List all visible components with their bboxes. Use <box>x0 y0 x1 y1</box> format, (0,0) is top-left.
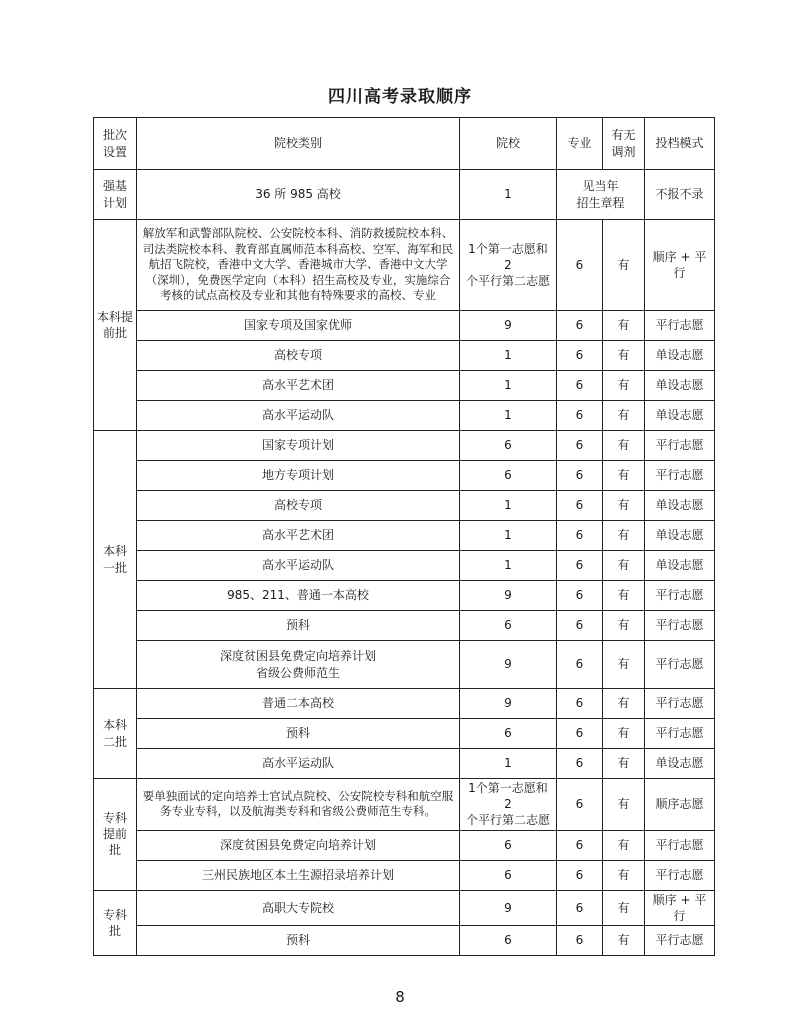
category-cell: 高水平艺术团 <box>137 521 460 551</box>
mode-cell: 平行志愿 <box>645 431 715 461</box>
adjust-cell: 有 <box>603 860 645 890</box>
mode-cell: 平行志愿 <box>645 641 715 689</box>
adjust-cell: 有 <box>603 749 645 779</box>
mode-cell: 单设志愿 <box>645 401 715 431</box>
table-row <box>94 719 715 749</box>
category-cell: 高水平运动队 <box>137 749 460 779</box>
table-row <box>94 341 715 371</box>
adjust-cell: 有 <box>603 401 645 431</box>
batch-cell: 本科 二批 <box>94 689 137 779</box>
schools-cell: 6 <box>460 719 557 749</box>
adjust-cell: 有 <box>603 521 645 551</box>
table-row <box>94 170 715 220</box>
adjust-cell: 有 <box>603 551 645 581</box>
schools-cell: 1 <box>460 521 557 551</box>
adjust-cell: 有 <box>603 491 645 521</box>
category-cell: 高水平运动队 <box>137 401 460 431</box>
adjust-cell: 有 <box>603 779 645 831</box>
schools-cell: 1 <box>460 341 557 371</box>
mode-cell: 平行志愿 <box>645 461 715 491</box>
adjust-cell: 有 <box>603 431 645 461</box>
table-row <box>94 641 715 689</box>
schools-cell: 6 <box>460 461 557 491</box>
category-cell: 普通二本高校 <box>137 689 460 719</box>
adjust-cell: 有 <box>603 719 645 749</box>
majors-cell: 6 <box>557 491 603 521</box>
table-row <box>94 689 715 719</box>
header-mode: 投档模式 <box>645 118 715 170</box>
adjust-cell: 有 <box>603 925 645 955</box>
header-adjust: 有无 调剂 <box>603 118 645 170</box>
majors-cell: 6 <box>557 641 603 689</box>
table-row <box>94 431 715 461</box>
schools-cell: 1个第一志愿和 2 个平行第二志愿 <box>460 220 557 311</box>
majors-cell: 6 <box>557 925 603 955</box>
table-row <box>94 611 715 641</box>
schools-cell: 9 <box>460 689 557 719</box>
category-cell: 高水平运动队 <box>137 551 460 581</box>
majors-cell: 6 <box>557 689 603 719</box>
majors-cell: 6 <box>557 401 603 431</box>
adjust-cell: 有 <box>603 689 645 719</box>
majors-cell: 6 <box>557 830 603 860</box>
majors-cell: 6 <box>557 611 603 641</box>
category-cell: 地方专项计划 <box>137 461 460 491</box>
schools-cell: 6 <box>460 431 557 461</box>
table-row <box>94 220 715 311</box>
admission-order-table <box>93 117 715 956</box>
mode-cell: 平行志愿 <box>645 925 715 955</box>
table-row <box>94 860 715 890</box>
adjust-cell: 有 <box>603 581 645 611</box>
category-cell: 预科 <box>137 925 460 955</box>
majors-cell: 6 <box>557 551 603 581</box>
table-row <box>94 749 715 779</box>
mode-cell: 平行志愿 <box>645 581 715 611</box>
schools-cell: 1 <box>460 170 557 220</box>
table-row <box>94 371 715 401</box>
majors-cell: 6 <box>557 581 603 611</box>
header-schools: 院校 <box>460 118 557 170</box>
schools-cell: 9 <box>460 641 557 689</box>
adjust-cell: 有 <box>603 461 645 491</box>
category-cell: 预科 <box>137 719 460 749</box>
header-majors: 专业 <box>557 118 603 170</box>
category-cell: 预科 <box>137 611 460 641</box>
mode-cell: 平行志愿 <box>645 611 715 641</box>
schools-cell: 1 <box>460 401 557 431</box>
majors-cell: 6 <box>557 719 603 749</box>
category-cell: 国家专项及国家优师 <box>137 311 460 341</box>
schools-cell: 6 <box>460 925 557 955</box>
majors-cell: 6 <box>557 521 603 551</box>
majors-cell: 6 <box>557 461 603 491</box>
mode-cell: 顺序志愿 <box>645 779 715 831</box>
schools-cell: 9 <box>460 311 557 341</box>
category-cell: 高职大专院校 <box>137 890 460 925</box>
majors-cell: 6 <box>557 341 603 371</box>
category-cell: 要单独面试的定向培养士官试点院校、公安院校专科和航空服务专业专科，以及航海类专科和省级公费师范生专科。 <box>137 779 460 831</box>
schools-cell: 1 <box>460 371 557 401</box>
mode-cell: 单设志愿 <box>645 521 715 551</box>
mode-cell: 顺序 + 平行 <box>645 220 715 311</box>
category-cell: 国家专项计划 <box>137 431 460 461</box>
mode-cell: 平行志愿 <box>645 311 715 341</box>
schools-cell: 1 <box>460 491 557 521</box>
page-number: 8 <box>395 988 405 1006</box>
majors-cell: 6 <box>557 779 603 831</box>
header-batch: 批次 设置 <box>94 118 137 170</box>
mode-cell: 单设志愿 <box>645 341 715 371</box>
batch-cell: 本科 一批 <box>94 431 137 689</box>
table-row <box>94 551 715 581</box>
table-row <box>94 311 715 341</box>
majors-cell: 6 <box>557 220 603 311</box>
schools-cell: 6 <box>460 860 557 890</box>
majors-adjust-cell: 见当年 招生章程 <box>557 170 645 220</box>
category-cell: 深度贫困县免费定向培养计划 <box>137 830 460 860</box>
category-cell: 高校专项 <box>137 341 460 371</box>
batch-cell: 专科 批 <box>94 890 137 955</box>
table-row <box>94 581 715 611</box>
category-cell: 36 所 985 高校 <box>137 170 460 220</box>
schools-cell: 6 <box>460 611 557 641</box>
mode-cell: 不报不录 <box>645 170 715 220</box>
majors-cell: 6 <box>557 890 603 925</box>
mode-cell: 平行志愿 <box>645 689 715 719</box>
page-title: 四川高考录取顺序 <box>328 87 472 107</box>
majors-cell: 6 <box>557 371 603 401</box>
mode-cell: 单设志愿 <box>645 551 715 581</box>
schools-cell: 9 <box>460 581 557 611</box>
category-cell: 解放军和武警部队院校、公安院校本科、消防救援院校本科、司法类院校本科、教育部直属师范本科高校、空军、海军和民航招飞院校，香港中文大学、香港城市大学、香港中文大学（深圳），免费医学定向（本科）招生高校及专业，实施综合考核的试点高校及专业和其他有特殊要求的高校、专业 <box>137 220 460 311</box>
table-row <box>94 461 715 491</box>
batch-cell: 专科 提前 批 <box>94 779 137 891</box>
adjust-cell: 有 <box>603 830 645 860</box>
batch-cell: 本科提 前批 <box>94 220 137 431</box>
mode-cell: 平行志愿 <box>645 860 715 890</box>
table-row <box>94 401 715 431</box>
adjust-cell: 有 <box>603 371 645 401</box>
adjust-cell: 有 <box>603 611 645 641</box>
mode-cell: 单设志愿 <box>645 749 715 779</box>
mode-cell: 顺序 + 平行 <box>645 890 715 925</box>
category-cell: 高水平艺术团 <box>137 371 460 401</box>
batch-cell: 强基 计划 <box>94 170 137 220</box>
table-row <box>94 779 715 831</box>
schools-cell: 1 <box>460 749 557 779</box>
schools-cell: 1 <box>460 551 557 581</box>
majors-cell: 6 <box>557 860 603 890</box>
category-cell: 三州民族地区本土生源招录培养计划 <box>137 860 460 890</box>
table-row <box>94 830 715 860</box>
adjust-cell: 有 <box>603 341 645 371</box>
header-category: 院校类别 <box>137 118 460 170</box>
majors-cell: 6 <box>557 431 603 461</box>
adjust-cell: 有 <box>603 311 645 341</box>
mode-cell: 单设志愿 <box>645 371 715 401</box>
table-row <box>94 521 715 551</box>
category-cell: 高校专项 <box>137 491 460 521</box>
mode-cell: 单设志愿 <box>645 491 715 521</box>
table-row <box>94 491 715 521</box>
table-row <box>94 890 715 925</box>
mode-cell: 平行志愿 <box>645 719 715 749</box>
adjust-cell: 有 <box>603 641 645 689</box>
adjust-cell: 有 <box>603 890 645 925</box>
adjust-cell: 有 <box>603 220 645 311</box>
category-cell: 深度贫困县免费定向培养计划 省级公费师范生 <box>137 641 460 689</box>
majors-cell: 6 <box>557 749 603 779</box>
schools-cell: 6 <box>460 830 557 860</box>
category-cell: 985、211、普通一本高校 <box>137 581 460 611</box>
table-row <box>94 925 715 955</box>
table-header-row <box>94 118 715 170</box>
mode-cell: 平行志愿 <box>645 830 715 860</box>
majors-cell: 6 <box>557 311 603 341</box>
schools-cell: 9 <box>460 890 557 925</box>
schools-cell: 1个第一志愿和 2 个平行第二志愿 <box>460 779 557 831</box>
